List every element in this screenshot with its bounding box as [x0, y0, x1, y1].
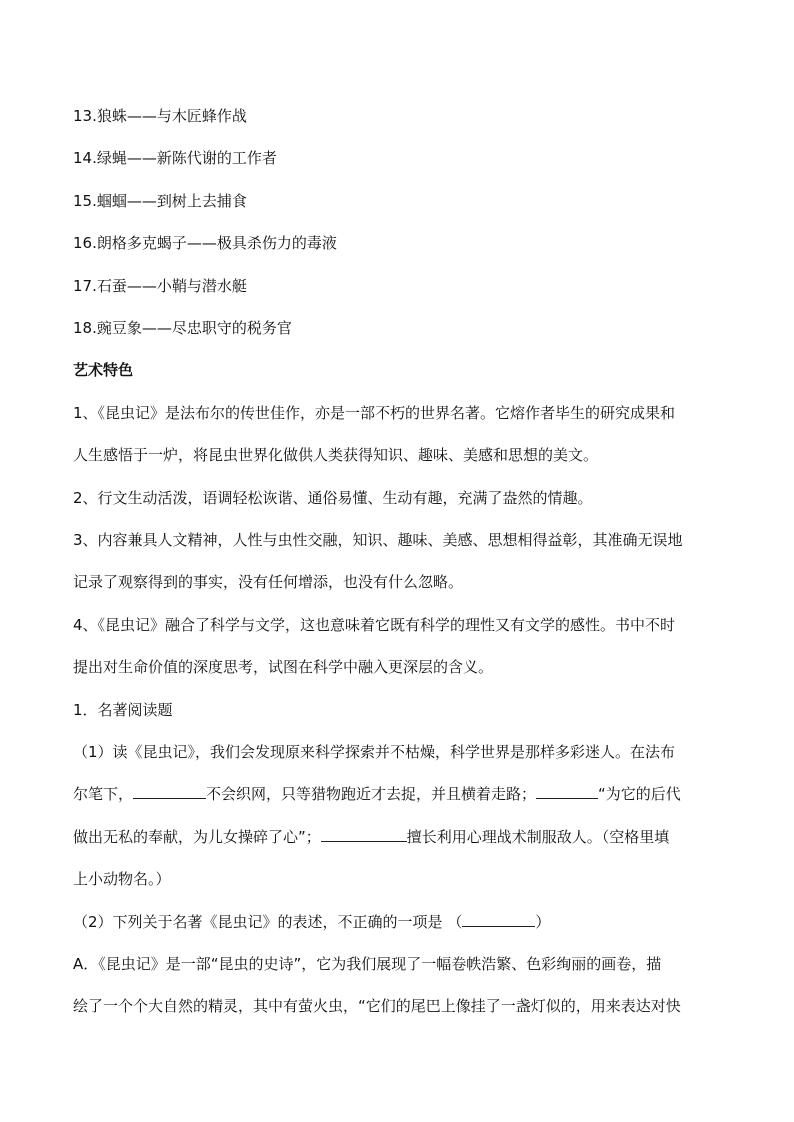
option-a-line-2: 绘了一个个大自然的精灵，其中有萤火虫，“它们的尾巴上像挂了一盏灯似的，用来表达对快 — [73, 997, 681, 1015]
list-item: 14.绿蝇——新陈代谢的工作者 — [73, 149, 277, 167]
question-2-close-paren: ） — [535, 913, 551, 931]
feature-paragraph-3-line-1: 3、内容兼具人文精神，人性与虫性交融，知识、趣味、美感、思想相得益彰，其准确无误地 — [73, 531, 683, 549]
answer-blank-choice[interactable] — [462, 912, 535, 927]
list-item: 15.蝈蝈——到树上去捕食 — [73, 192, 247, 210]
list-item: 18.豌豆象——尽忠职守的税务官 — [73, 319, 292, 337]
feature-paragraph-1-line-1: 1、《昆虫记》是法布尔的传世佳作，亦是一部不朽的世界名著。它熔作者毕生的研究成果和 — [73, 404, 676, 422]
feature-paragraph-2-line-1: 2、行文生动活泼，语调轻松诙谐、通俗易懂、生动有趣，充满了盎然的情趣。 — [73, 489, 593, 507]
question-1-line-1: （1）读《昆虫记》，我们会发现原来科学探索并不枯燥，科学世界是那样多彩迷人。在法布 — [73, 743, 676, 761]
question-1-text-e: 擅长利用心理战术制服敌人。（空格里填 — [406, 828, 670, 846]
question-title: 1．名著阅读题 — [73, 701, 173, 719]
list-item: 16.朗格多克蝎子——极具杀伤力的毒液 — [73, 234, 337, 252]
feature-paragraph-3-line-2: 记录了观察得到的事实，没有任何增添，也没有什么忽略。 — [73, 573, 464, 591]
question-1-text-c: “为它的后代 — [598, 785, 681, 803]
feature-paragraph-1-line-2: 人生感悟于一炉，将昆虫世界化做供人类获得知识、趣味、美感和思想的美文。 — [73, 446, 599, 464]
answer-blank-2[interactable] — [536, 784, 598, 799]
question-2-text: （2）下列关于名著《昆虫记》的表述，不正确的一项是 （ — [73, 913, 463, 931]
question-2-line — [73, 912, 733, 932]
answer-blank-1[interactable] — [133, 784, 206, 799]
question-1-line-3 — [73, 827, 733, 847]
answer-blank-3[interactable] — [321, 827, 407, 842]
list-item: 17.石蚕——小鞘与潜水艇 — [73, 277, 247, 295]
list-item: 13.狼蛛——与木匠蜂作战 — [73, 107, 247, 125]
feature-paragraph-4-line-2: 提出对生命价值的深度思考，试图在科学中融入更深层的含义。 — [73, 658, 494, 676]
question-1-text-d: 做出无私的奉献，为儿女操碎了心”； — [73, 828, 321, 846]
question-1-text-b: 不会织网，只等猎物跑近才去捉，并且横着走路； — [206, 785, 537, 803]
question-1-text-a: 尔笔下， — [73, 785, 134, 803]
question-1-line-4: 上小动物名。） — [73, 870, 171, 888]
option-a-line-1: A．《昆虫记》是一部“昆虫的史诗”，它为我们展现了一幅卷帙浩繁、色彩绚丽的画卷，描 — [73, 955, 662, 973]
question-1-line-2 — [73, 784, 733, 804]
feature-paragraph-4-line-1: 4、《昆虫记》融合了科学与文学，这也意味着它既有科学的理性又有文学的感性。书中不时 — [73, 616, 676, 634]
section-heading: 艺术特色 — [73, 361, 134, 379]
